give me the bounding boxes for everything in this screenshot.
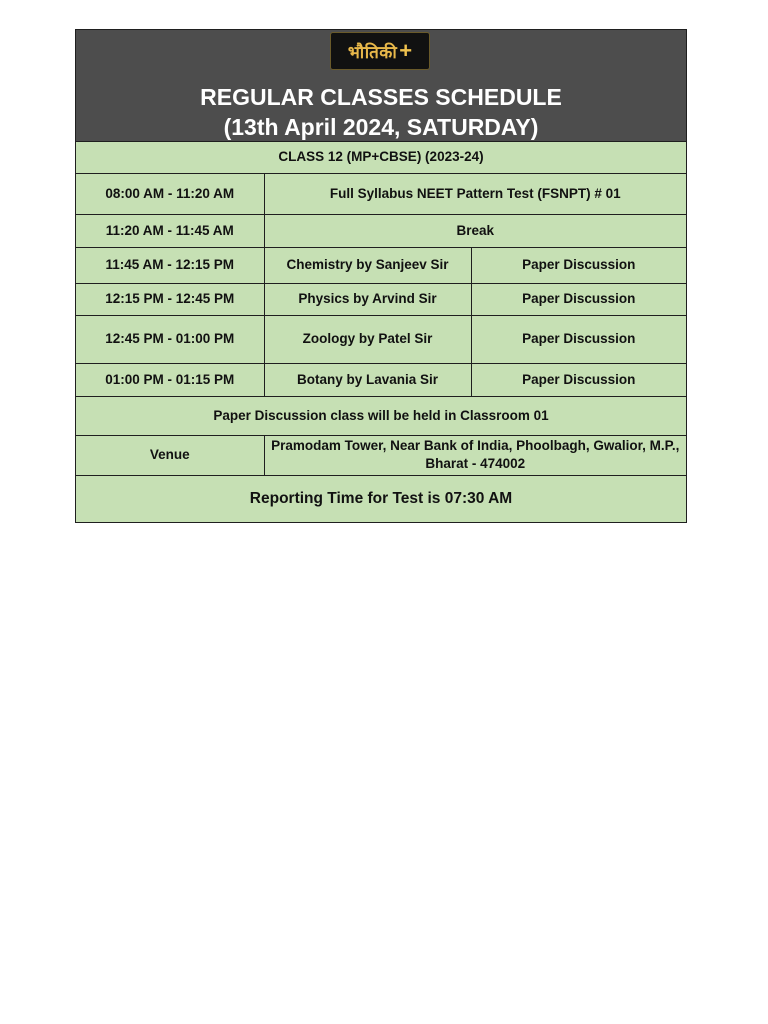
activity-cell: Paper Discussion [471, 315, 686, 363]
schedule-table [76, 142, 686, 522]
venue-address-line1: Pramodam Tower, Near Bank of India, Phoolbagh, Gwalior, M.P., [271, 438, 680, 453]
activity-cell: Paper Discussion [471, 283, 686, 315]
activity-cell: Paper Discussion [471, 363, 686, 396]
time-cell: 11:20 AM - 11:45 AM [76, 214, 264, 247]
table-row [76, 283, 686, 315]
class-label: CLASS 12 (MP+CBSE) (2023-24) [76, 142, 686, 173]
subject-cell: Physics by Arvind Sir [264, 283, 471, 315]
reporting-time: Reporting Time for Test is 07:30 AM [76, 475, 686, 522]
activity-cell: Full Syllabus NEET Pattern Test (FSNPT) # 01 [264, 173, 686, 214]
brand-logo [330, 32, 430, 70]
venue-row [76, 435, 686, 475]
time-cell: 12:15 PM - 12:45 PM [76, 283, 264, 315]
schedule-sheet [75, 29, 687, 523]
subject-cell: Zoology by Patel Sir [264, 315, 471, 363]
table-row [76, 214, 686, 247]
logo-text: भौतिकी [347, 42, 398, 63]
subject-cell: Chemistry by Sanjeev Sir [264, 247, 471, 283]
subject-cell: Botany by Lavania Sir [264, 363, 471, 396]
table-row [76, 247, 686, 283]
schedule-header [76, 30, 686, 142]
time-cell: 01:00 PM - 01:15 PM [76, 363, 264, 396]
activity-cell: Paper Discussion [471, 247, 686, 283]
time-cell: 11:45 AM - 12:15 PM [76, 247, 264, 283]
logo-plus: + [399, 38, 413, 63]
activity-cell: Break [264, 214, 686, 247]
reporting-row [76, 475, 686, 522]
class-label-row [76, 142, 686, 173]
time-cell: 12:45 PM - 01:00 PM [76, 315, 264, 363]
classroom-note: Paper Discussion class will be held in Classroom 01 [76, 396, 686, 435]
venue-label: Venue [76, 435, 264, 475]
table-row [76, 363, 686, 396]
page-title: REGULAR CLASSES SCHEDULE [200, 84, 562, 110]
venue-address-line2: Bharat - 474002 [425, 456, 526, 471]
note-row [76, 396, 686, 435]
table-row [76, 315, 686, 363]
venue-address [264, 435, 686, 475]
schedule-date: (13th April 2024, SATURDAY) [223, 114, 539, 140]
table-row [76, 173, 686, 214]
time-cell: 08:00 AM - 11:20 AM [76, 173, 264, 214]
